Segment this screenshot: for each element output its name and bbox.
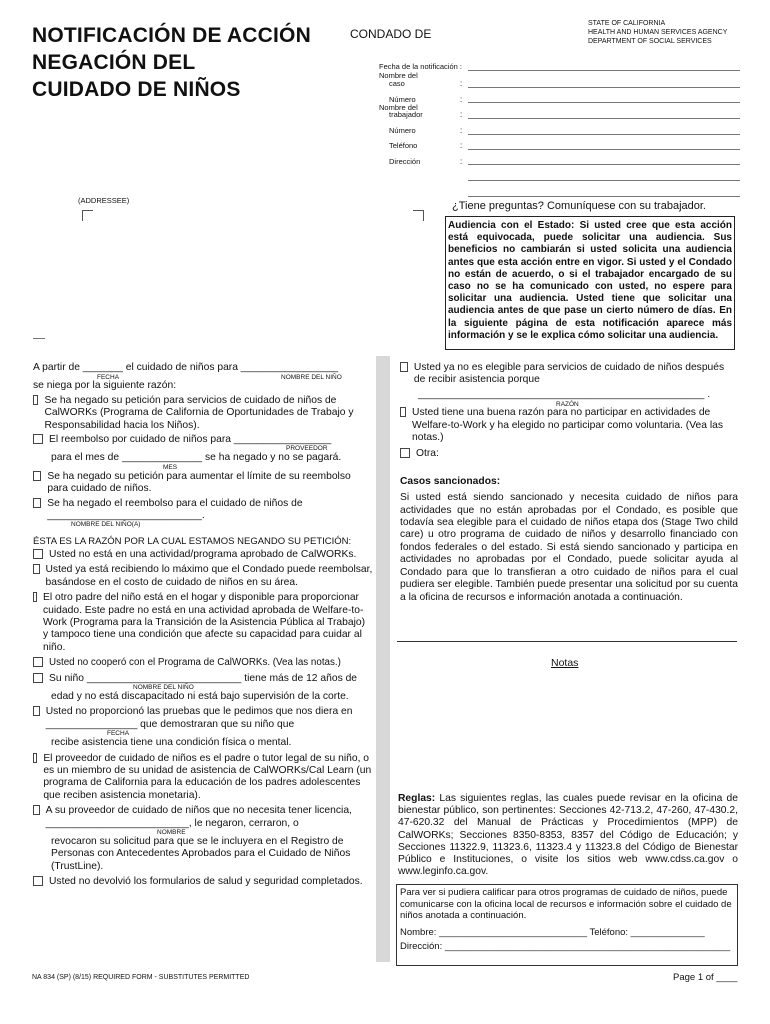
resource-office-box [396,884,738,966]
reason-5b-text: edad y no está discapacitado ni está bajo supervisión de la corte. [51,690,349,702]
reason-9 [33,876,373,888]
option-1-checkbox[interactable] [33,395,38,405]
option-3-checkbox[interactable] [33,471,41,481]
reason-6b-text: recibe asistencia tiene una condición física o mental. [51,737,292,749]
fecha-label: Fecha de la notificación : [379,62,462,71]
window-corner-tl [82,210,93,221]
office-nombre-field[interactable]: Nombre: ____________________________ Teléfono: ______________ [400,926,705,938]
a-partir-line: A partir de _______ el cuidado de niños para _________________ [33,362,339,373]
nombre-trabajador-field[interactable] [468,118,740,119]
reason-1-checkbox[interactable] [33,549,43,559]
nombre-caso-label-2: caso [389,79,405,88]
option-1 [33,395,373,432]
reason-2-text: Usted ya está recibiendo lo máximo que el Condado puede reembolsar, basándose en el costo de cuidado de niños en su área. [45,564,373,588]
choice-3-checkbox[interactable] [400,448,410,458]
title-line-2: NEGACIÓN DEL [32,51,196,74]
telefono-field[interactable] [468,149,740,150]
reason-5-checkbox[interactable] [33,673,43,683]
reason-heading: ÉSTA ES LA RAZÓN POR LA CUAL ESTAMOS NEGANDO SU PETICIÓN: [33,536,352,548]
office-direccion-field[interactable]: Dirección: ______________________________________________________ [400,941,731,952]
numero-label-1: Número [389,95,416,104]
nombre-caso-label-1: Nombre del [379,71,418,80]
choice-3 [400,448,738,460]
reason-9-checkbox[interactable] [33,876,43,886]
option-4-checkbox[interactable] [33,498,41,508]
nombre-nino-sublabel: NOMBRE DEL NIÑO [281,374,342,382]
reason-7-text: El proveedor de cuidado de niños es el padre o tutor legal de su niño, o es un miembro de su unidad de asistencia de CalWORKs/Cal Learn (un programa de California para la educación de los padres adolescentes que reciben asistencia monetaria). [43,752,372,801]
direccion-label: Dirección [389,157,421,166]
colon: : [460,79,463,88]
rules-block [398,793,738,878]
reason-2-checkbox[interactable] [33,564,40,574]
reason-3-text: El otro padre del niño está en el hogar y disponible para proporcionar cuidado. Este padre no está en una actividad aprobada de Welfare-to-Work (Programa para la Transición de la Asistencia Pública al Trabajo) y tampoco tiene una condición que afecte su capacidad para cuidar al niño. [43,592,366,653]
reason-1 [33,549,373,561]
nombre-nino2-sublabel: NOMBRE DEL NIÑO [133,683,194,691]
form-id: NA 834 (SP) (8/15) REQUIRED FORM - SUBSTITUTES PERMITTED [32,974,250,981]
nombre-sublabel: NOMBRE [157,829,186,836]
reason-4-text: Usted no cooperó con el Programa de CalWORKs. (Vea las notas.) [49,657,341,669]
razon-sublabel: RAZÓN [556,401,579,409]
agency-block [588,19,727,46]
colon: : [460,126,463,135]
rules-text: Las siguientes reglas, las cuales puede revisar en la oficina de bienestar público, son pertinentes: Secciones 42-713.2, 47-260, 47-430.2, 47-620.32 del Manual de Prácticas y Procedimientos (MPP) de CalWORKs; Secciones 8350-8353, 8357 del Código de Educación; y Secciones 11322.9, 11323.6, 11323.4 y 11323.8 del Código de Bienestar Público e Instituciones, o visite los sitios web www.cdss.ca.gov o www.leginfo.ca.gov. [398,793,738,878]
mes-sublabel: MES [163,463,178,471]
reason-4 [33,657,373,669]
right-column [400,362,738,604]
questions-text: ¿Tiene preguntas? Comuníquese con su trabajador. [452,200,706,212]
numero-label-2: Número [389,126,416,135]
addressee-label: (ADDRESSEE) [78,196,130,205]
colon: : [460,141,463,150]
title-line-3: CUIDADO DE NIÑOS [32,78,241,101]
reason-4-checkbox[interactable] [33,657,43,667]
option-1-text: Se ha negado su petición para servicios de cuidado de niños de CalWORKs (Programa de California de Oportunidades de Trabajo y Responsabilidad hacia los Niños). [44,394,354,431]
county-label: CONDADO DE [350,27,432,41]
choice-1-text: Usted ya no es elegible para servicios de cuidado de niños después de recibir asistencia porque [413,362,725,386]
agency-line-1: STATE OF CALIFORNIA [588,20,666,27]
agency-line-2: HEALTH AND HUMAN SERVICES AGENCY [588,29,728,36]
option-2-text: El reembolso por cuidado de niños para _________________ [49,434,332,446]
choice-2-checkbox[interactable] [400,407,406,417]
reason-8-checkbox[interactable] [33,805,40,815]
window-corner-tr [413,210,424,221]
notes-rule [397,641,737,642]
fecha-sublabel: FECHA [97,374,120,382]
choice-2-text: Usted tiene una buena razón para no participar en actividades de Welfare-to-Work y ha elegido no participar como voluntaria. (Vea las notas.) [412,407,723,444]
numero-field-1[interactable] [468,102,740,103]
reason-3 [33,592,373,654]
colon: : [460,110,463,119]
reason-9-text: Usted no devolvió los formularios de salud y seguridad completados. [49,876,363,888]
nombre-trabajador-label-1: Nombre del [379,103,418,112]
option-3 [33,471,373,496]
reason-8b-text: revocaron su solicitud para que se le incluyera en el Registro de Personas con Antecedentes Aprobados para el Cuidado de Niños (TrustLine). [51,836,351,872]
office-text: Para ver si pudiera calificar para otros programas de cuidado de niños, puede comunicarse con la oficina local de recursos e información sobre el cuidado de niños anotada a continuación. [400,887,732,921]
title-line-1: NOTIFICACIÓN DE ACCIÓN [32,24,311,47]
choice-1-reason-line[interactable]: __________________________________________________ . [418,388,711,400]
reason-8-text: A su proveedor de cuidado de niños que no necesita tener licencia, _________________________, le negaron, cerraron, o [45,805,352,829]
nombre-trabajador-label-2: trabajador [389,110,423,119]
sanctioned-text: Si usted está siendo sancionado y necesita cuidado de niños para actividades que no están aprobadas por el Condado, es posible que todavía sea elegible para el cuidado de niños etapa dos (Stage Two child care) u otro programa de cuidado de niños y desarrollo financiado con fondos federales o del estado. Si está siendo sancionado y participa en actividades no aprobadas por el Condado, puede solicitar ayuda al Condado para que lo transfieran a otro cuidado de niños para el cual pudiera ser elegible. También puede presentar una solicitud por su cuenta a la oficina de recursos e información anotada a continuación. [400,492,738,603]
option-4-text: Se ha negado el reembolso para el cuidado de niños de ___________________________. [47,497,303,522]
reason-7 [33,753,373,803]
direccion-field-2[interactable] [468,180,740,181]
reason-2 [33,564,373,589]
reason-8 [33,805,373,830]
fecha-field[interactable] [468,70,740,71]
reason-6 [33,706,373,731]
fold-mark [33,338,45,339]
colon: : [460,157,463,166]
reason-5 [33,673,373,685]
reason-6-text: Usted no proporcionó las pruebas que le pedimos que nos diera en ________________ que demostraran que su niño que [45,706,353,730]
se-niega-line: se niega por la siguiente razón: [33,380,177,392]
fecha2-sublabel: FECHA [107,730,130,738]
option-3-text: Se ha negado su petición para aumentar el límite de su reembolso para cuidado de niños. [47,470,351,495]
nombre-caso-field[interactable] [468,87,740,88]
reason-7-checkbox[interactable] [33,753,37,763]
rules-label: Reglas: [398,793,436,804]
choice-3-text: Otra: [416,448,439,460]
hearing-box: Audiencia con el Estado: Si usted cree que esta acción está equivocada, puede solicitar una audiencia. Sus beneficios no cambiarán si usted solicita una audiencia antes que esta acción entre en vigor. Si usted y el Condado no están de acuerdo, o si el trabajador encargado de su caso no se ha comunicado con usted, no espere para solicitar una audiencia. Usted tiene que solicitar una audiencia antes de que pase un cierto número de días. En la siguiente página de esta notificación aparece más información y se le explica cómo solicitar una audiencia. [445,216,735,350]
reason-3-checkbox[interactable] [33,592,37,602]
page-number: Page 1 of ____ [673,972,738,983]
telefono-label: Teléfono [389,141,418,150]
direccion-field-1[interactable] [468,164,740,165]
proveedor-sublabel: PROVEEDOR [286,445,328,453]
notes-title: Notas [551,657,579,669]
nombre-ninoa-sublabel: NOMBRE DEL NIÑO(A) [71,521,141,529]
sanctioned-heading: Casos sancionados: [400,475,501,487]
option-2b-text: para el mes de ______________ se ha negado y no se pagará. [51,452,342,464]
agency-line-3: DEPARTMENT OF SOCIAL SERVICES [588,38,712,45]
left-column [33,362,373,889]
colon: : [460,95,463,104]
choice-2 [400,407,738,444]
column-divider [376,356,390,962]
choice-1 [400,362,738,387]
numero-field-2[interactable] [468,134,740,135]
page-title [32,22,311,103]
choice-1-checkbox[interactable] [400,362,408,372]
direccion-field-3[interactable] [468,196,740,197]
option-2-checkbox[interactable] [33,434,43,444]
reason-1-text: Usted no está en una actividad/programa aprobado de CalWORKs. [49,548,357,560]
reason-6-checkbox[interactable] [33,706,40,716]
reason-5-text: Su niño ___________________________ tiene más de 12 años de [49,672,358,684]
